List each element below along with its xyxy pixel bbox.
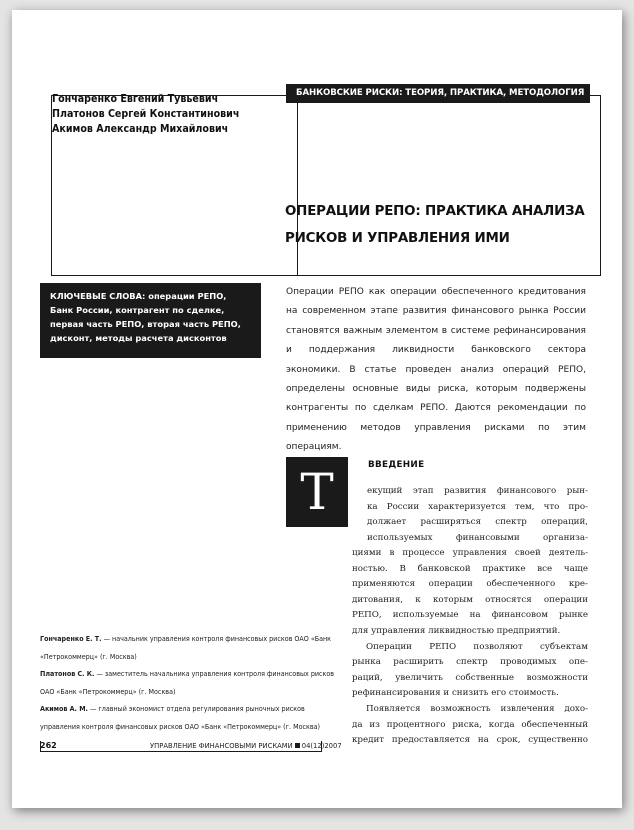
text-line: применяются операции обеспеченного кре- [352, 579, 588, 590]
article-title [285, 198, 585, 252]
page-number: 262 [40, 741, 57, 750]
text-line: рынка расширить спектр проводимых опе- [352, 657, 588, 668]
text-line: раций, увеличить собственные возможности [352, 672, 588, 683]
text-line: должает расширяться спектр операций, [367, 517, 588, 528]
author-notes [40, 630, 340, 735]
intro-text [352, 546, 588, 749]
section-label: БАНКОВСКИЕ РИСКИ: ТЕОРИЯ, ПРАКТИКА, МЕТОДОЛОГИЯ [286, 84, 590, 103]
author-note [40, 665, 340, 700]
text-line: дитования, к которым относятся операции [352, 594, 588, 605]
author-note-name: Акимов А. М. [40, 704, 88, 713]
author-list [52, 92, 282, 137]
text-line: циями в процессе управления своей деятель- [352, 548, 588, 558]
title-line: ОПЕРАЦИИ РЕПО: ПРАКТИКА АНАЛИЗА [285, 204, 585, 219]
author-note [40, 630, 340, 665]
text-line: используемых финансовыми организа- [367, 532, 588, 543]
author-note-text: — главный экономист отдела регулирования рыночных рисков управления контроля финансовых рисков ОАО «Банк «Петрокоммерц» (г. Москва) [40, 704, 321, 731]
text-line: Появляется возможность извлечения дохо- [366, 703, 588, 714]
author-name: Акимов Александр Михайлович [52, 123, 229, 135]
text-line: ностью. В банковской практике все чаще [352, 563, 588, 574]
journal-footer [150, 742, 342, 750]
text-line: ка России характеризуется тем, что про- [367, 501, 588, 512]
intro-heading: ВВЕДЕНИЕ [368, 460, 425, 470]
text-line: да из процентного риска, когда обеспеченный [352, 719, 588, 730]
intro-text-narrow [367, 484, 588, 546]
author-note-text: — заместитель начальника управления контроля финансовых рисков ОАО «Банк «Петрокоммерц» (г. Москва) [40, 669, 335, 696]
drop-cap: Т [286, 457, 348, 527]
title-line: РИСКОВ И УПРАВЛЕНИЯ ИМИ [285, 231, 510, 246]
text-line: РЕПО, используемые на финансовом рынке [352, 610, 588, 621]
abstract: Операции РЕПО как операции обеспеченного кредитования на современном этапе развития финансового рынка России становятся важным элементом в системе рефинансирования и поддержания ликвидности банковского сектора экономики. В статье проведен анализ операций РЕПО, определены основные виды риска, которым подвержены контрагенты по сделкам РЕПО. Даются рекомендации по применению методов управления рисками по этим операциям. [286, 287, 586, 453]
author-note-name: Гончаренко Е. Т. [40, 634, 102, 643]
author-name: Платонов Сергей Константинович [52, 108, 240, 120]
author-name: Гончаренко Евгений Тувьевич [52, 93, 219, 105]
journal-issue: 04(12)2007 [301, 742, 342, 750]
journal-name: УПРАВЛЕНИЕ ФИНАНСОВЫМИ РИСКАМИ [150, 742, 293, 750]
author-note [40, 700, 340, 735]
author-note-text: — начальник управления контроля финансовых рисков ОАО «Банк «Петрокоммерц» (г. Москва) [40, 634, 332, 661]
text-line: Операции РЕПО позволяют субъектам [366, 641, 588, 652]
text-line: рефинансирования и снизить его стоимость. [352, 688, 559, 699]
square-separator-icon [295, 743, 300, 748]
keywords-box: КЛЮЧЕВЫЕ СЛОВА: операции РЕПО, Банк России, контрагент по сделке, первая часть РЕПО, вторая часть РЕПО, дисконт, методы расчета дисконтов [40, 283, 261, 358]
author-note-name: Платонов С. К. [40, 669, 95, 678]
text-line: екущий этап развития финансового рын- [367, 486, 588, 496]
text-line: для управления ликвидностью предприятий. [352, 625, 561, 636]
text-line: кредит предоставляется на срок, существенно [352, 735, 588, 746]
